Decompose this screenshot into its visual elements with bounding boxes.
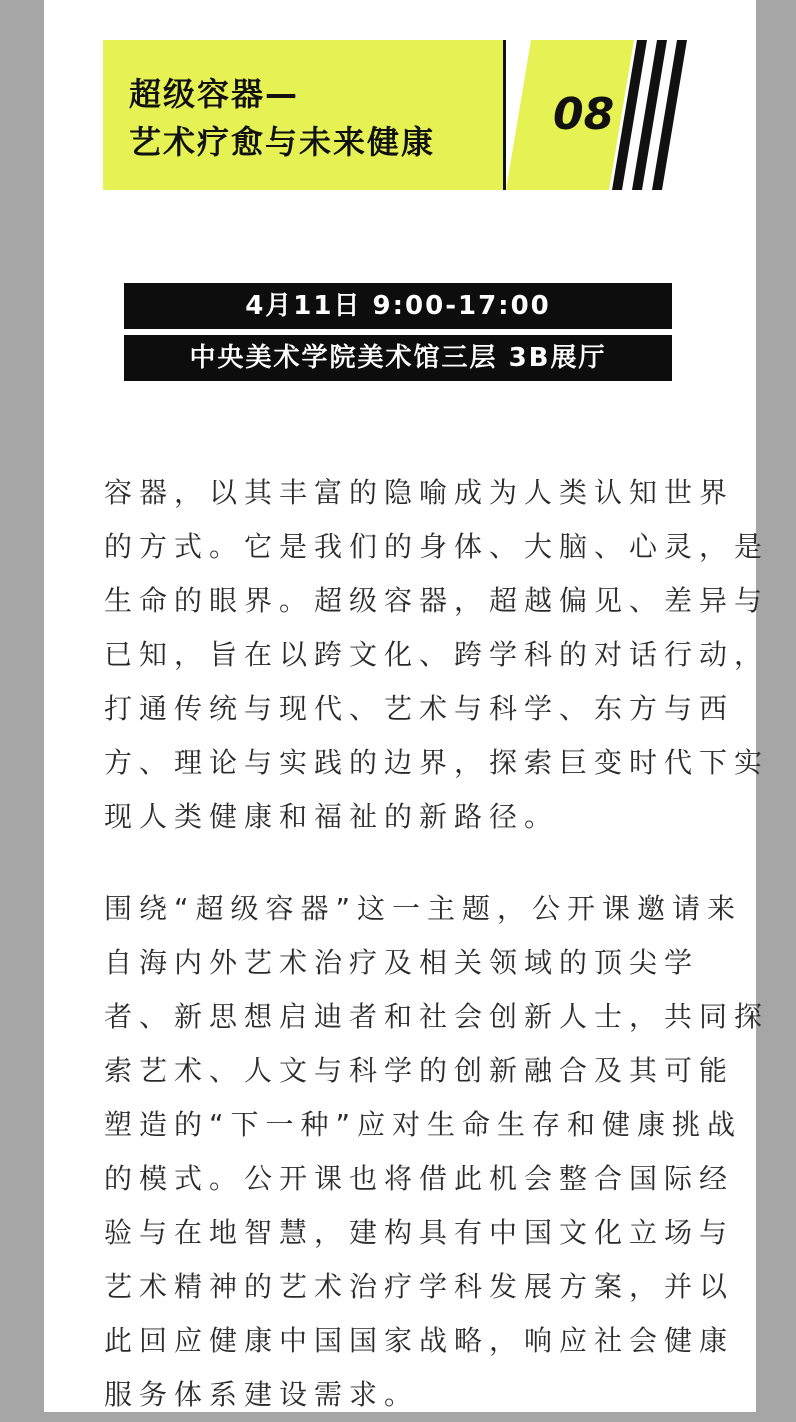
text-line: 方、理论与实践的边界，探索巨变时代下实	[104, 746, 770, 779]
episode-number: 08	[553, 89, 615, 140]
text-line: 已知，旨在以跨文化、跨学科的对话行动，	[104, 638, 770, 671]
event-datetime: 4月11日 9:00-17:00	[124, 283, 672, 329]
banner-title-line-2: 艺术疗愈与未来健康	[129, 123, 436, 161]
text-line: 容器，以其丰富的隐喻成为人类认知世界	[104, 476, 735, 509]
text-line: 生命的眼界。超级容器，超越偏见、差异与	[104, 584, 770, 617]
description-paragraph	[104, 882, 770, 1422]
text-line: 的方式。它是我们的身体、大脑、心灵，是	[104, 530, 770, 563]
banner-title	[129, 70, 435, 166]
text-line: 自海内外艺术治疗及相关领域的顶尖学	[104, 946, 700, 979]
text-line: 索艺术、人文与科学的创新融合及其可能	[104, 1054, 735, 1087]
text-line: 的模式。公开课也将借此机会整合国际经	[104, 1162, 735, 1195]
text-line: 此回应健康中国国家战略，响应社会健康	[104, 1324, 735, 1357]
text-line: 打通传统与现代、艺术与科学、东方与西	[104, 692, 735, 725]
banner-title-line-1: 超级容器—	[129, 75, 300, 113]
event-venue: 中央美术学院美术馆三层 3B展厅	[124, 335, 672, 381]
text-line: 塑造的“下一种”应对生命生存和健康挑战	[104, 1108, 743, 1141]
header-banner	[103, 40, 693, 190]
text-line: 者、新思想启迪者和社会创新人士，共同探	[104, 1000, 770, 1033]
text-line: 验与在地智慧，建构具有中国文化立场与	[104, 1216, 735, 1249]
text-line: 现人类健康和福祉的新路径。	[104, 800, 560, 833]
text-line: 围绕“超级容器”这一主题，公开课邀请来	[104, 892, 743, 925]
intro-paragraph	[104, 466, 770, 844]
article-page	[44, 0, 770, 1412]
banner-number-block	[506, 40, 693, 190]
text-line: 艺术精神的艺术治疗学科发展方案，并以	[104, 1270, 735, 1303]
banner-title-block	[103, 40, 506, 190]
text-line: 服务体系建设需求。	[104, 1378, 420, 1411]
